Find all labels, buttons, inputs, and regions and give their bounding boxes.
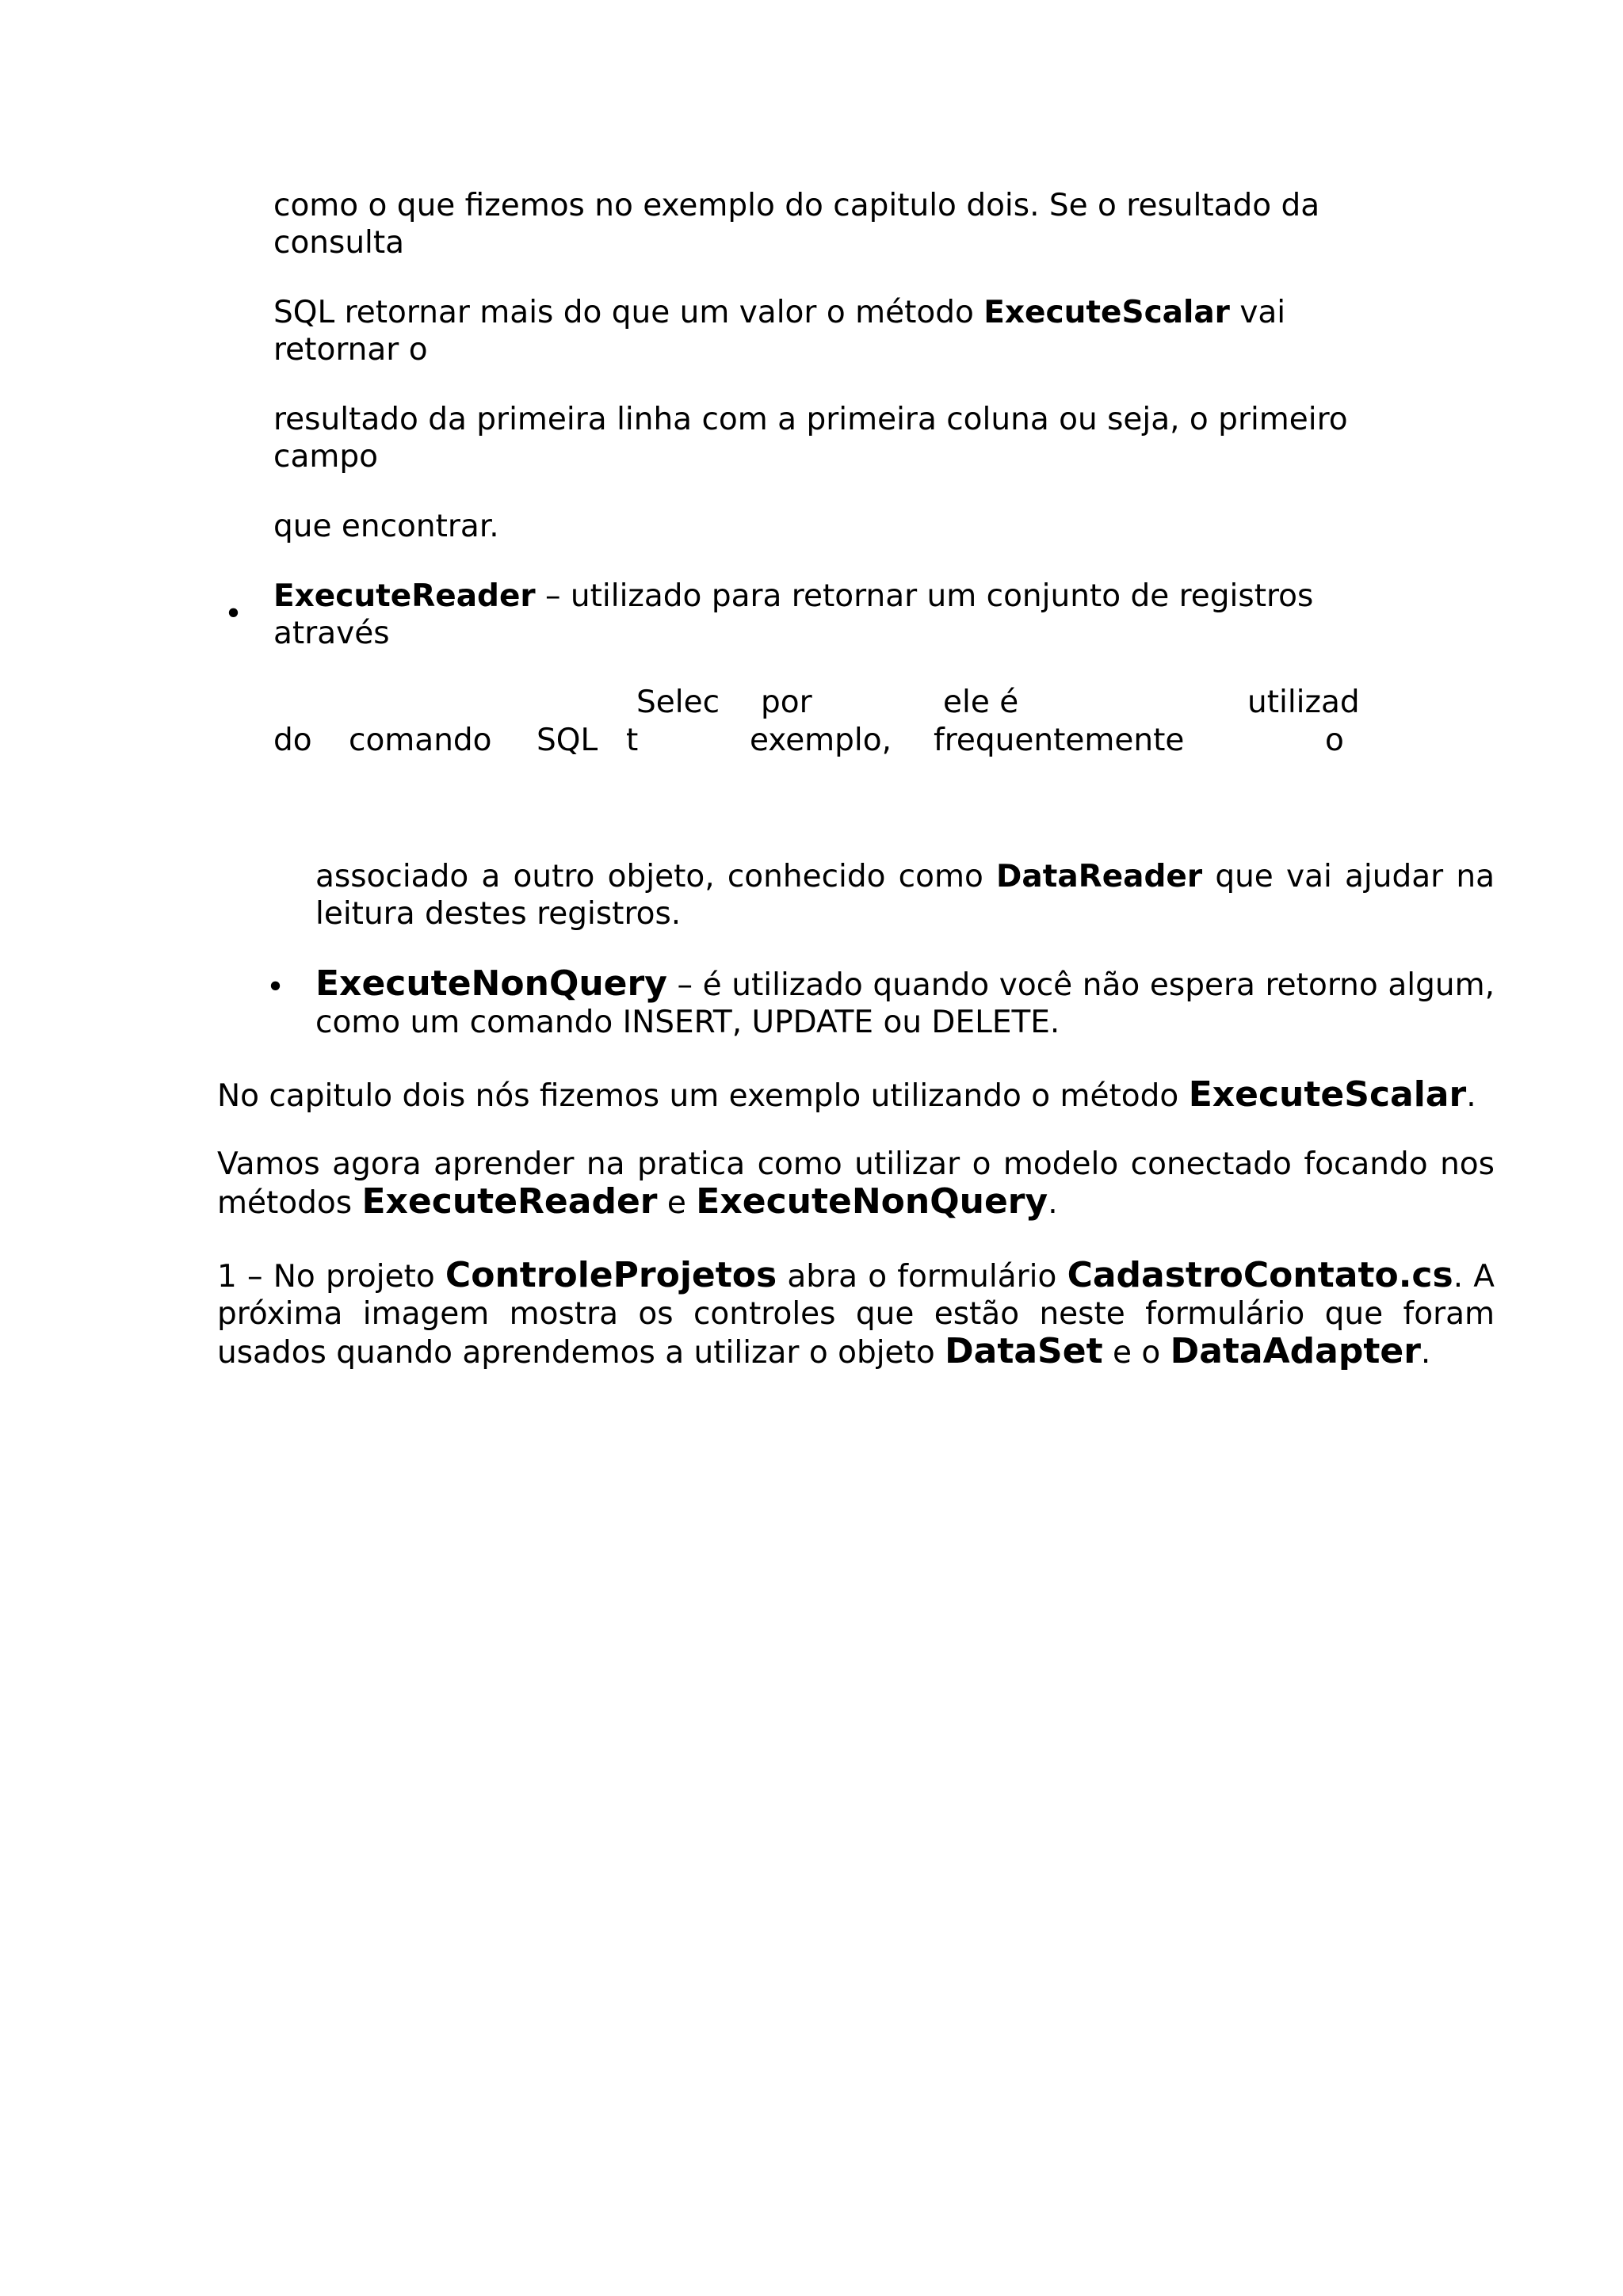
text-line: que encontrar.: [273, 509, 499, 544]
text-line: campo: [273, 439, 378, 475]
keyword-executereader: ExecuteReader: [273, 578, 536, 614]
text-fragment: por: [761, 685, 812, 720]
paragraph-vamos-agora: Vamos agora aprender na pratica como utilizar o modelo conectado focando nos métodos ExecuteReader e ExecuteNonQuery.: [217, 1146, 1495, 1222]
text-line: ExecuteReader – utilizado para retornar um conjunto de registros: [273, 578, 1314, 614]
text-fragment: ele é: [943, 685, 1019, 720]
keyword-controleprojetos: ControleProjetos: [445, 1255, 777, 1295]
paragraph-capitulo-dois: No capitulo dois nós fizemos um exemplo utilizando o método ExecuteScalar.: [217, 1074, 1476, 1115]
keyword-executereader: ExecuteReader: [361, 1181, 658, 1222]
text-fragment: comando: [349, 723, 492, 758]
text-fragment: utilizad: [1247, 685, 1360, 720]
text-fragment: t: [626, 723, 639, 758]
text-line: resultado da primeira linha com a primeira coluna ou seja, o primeiro: [273, 402, 1348, 437]
keyword-dataset: DataSet: [945, 1331, 1103, 1371]
keyword-dataadapter: DataAdapter: [1170, 1331, 1421, 1371]
bullet-dot: •: [224, 597, 243, 632]
paragraph-step-1: 1 – No projeto ControleProjetos abra o formulário CadastroContato.cs. A próxima imagem mostra os controles que estão neste formulário que foram usados quando aprendemos a utilizar o objeto DataSet e o DataAdapter.: [217, 1255, 1495, 1371]
paragraph-executenonquery: ExecuteNonQuery – é utilizado quando você não espera retorno algum, como um comando INSERT, UPDATE ou DELETE.: [315, 963, 1495, 1040]
keyword-executescalar: ExecuteScalar: [1188, 1074, 1467, 1115]
keyword-executescalar: ExecuteScalar: [983, 295, 1230, 330]
text-line: consulta: [273, 225, 405, 261]
bullet-dot: •: [266, 970, 285, 1005]
keyword-datareader: DataReader: [996, 859, 1203, 894]
text-fragment: o: [1325, 723, 1344, 758]
text-fragment: SQL: [537, 723, 598, 758]
text-line: retornar o: [273, 332, 428, 368]
text-line: através: [273, 616, 390, 651]
text-fragment: do: [273, 723, 312, 758]
text-fragment: exemplo,: [750, 723, 892, 758]
text-fragment: Selec: [636, 685, 720, 720]
paragraph-associado: associado a outro objeto, conhecido como DataReader que vai ajudar na leitura destes registros.: [315, 859, 1495, 932]
keyword-executenonquery: ExecuteNonQuery: [696, 1181, 1048, 1222]
keyword-cadastrocontato: CadastroContato.cs: [1067, 1255, 1453, 1295]
text-line: SQL retornar mais do que um valor o método ExecuteScalar vai: [273, 295, 1286, 330]
keyword-executenonquery: ExecuteNonQuery: [315, 963, 667, 1004]
text-line: como o que fizemos no exemplo do capitulo dois. Se o resultado da: [273, 188, 1320, 223]
text-fragment: frequentemente: [934, 723, 1185, 758]
